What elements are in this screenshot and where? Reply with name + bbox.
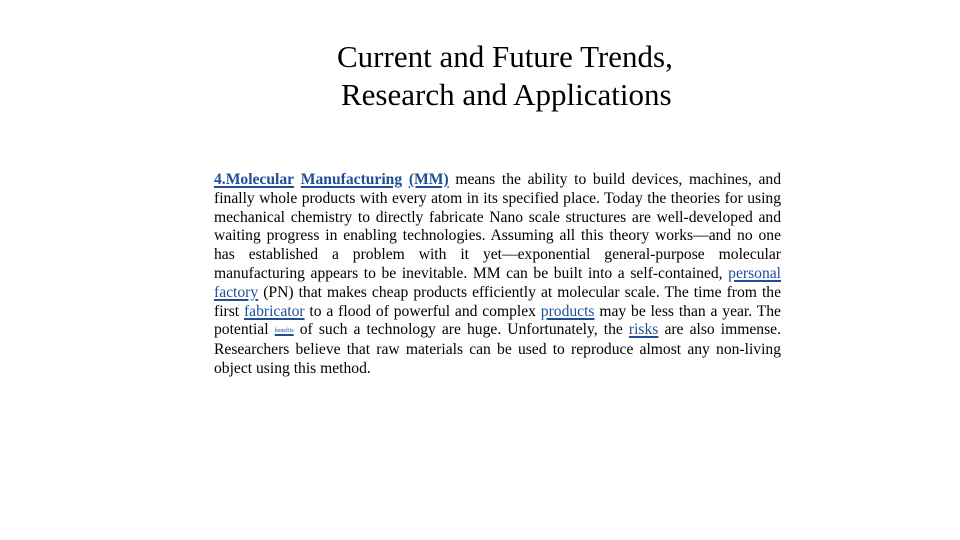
body-paragraph [214,171,781,379]
manufacturing-link[interactable]: Manufacturing [300,171,403,188]
slide-title-line-2: Research and Applications [341,77,672,112]
products-link[interactable]: products [540,302,595,320]
body-text-segment-5: of such a technology are huge. Unfortunately, the [293,321,629,339]
benefits-link[interactable]: benefits [274,328,294,335]
slide-title-line-1: Current and Future Trends, [337,39,673,74]
body-text-segment-4: may be less than a year. The potential [214,302,781,339]
body-text-segment-6: are also immense. Researchers believe that raw materials can be used to reproduce almost any non-living object using this method. [214,321,781,377]
risks-link[interactable]: risks [628,321,659,339]
mm-link[interactable]: (MM) [408,171,449,188]
body-text-segment-2: (PN) that makes cheap products efficiently at molecular scale. The time from the first [214,283,781,320]
body-text-segment-1: means the ability to build devices, machines, and finally whole products with every atom in its specified place. Today the theories for using mechanical chemistry to directly fabricate Nano scale structures are well-developed and waiting progress in enabling technologies. Assuming all this theory works—and no one has established a problem with it yet—exponential general-purpose molecular manufacturing appears to be inevitable. MM can be built into a self-contained, [214,171,781,282]
fabricator-link[interactable]: fabricator [243,302,305,320]
slide-title [337,38,857,114]
molecular-link[interactable]: 4.Molecular [214,171,295,188]
personal-factory-link[interactable]: personal factory [214,264,781,301]
body-text-segment-3: to a flood of powerful and complex [304,302,541,320]
